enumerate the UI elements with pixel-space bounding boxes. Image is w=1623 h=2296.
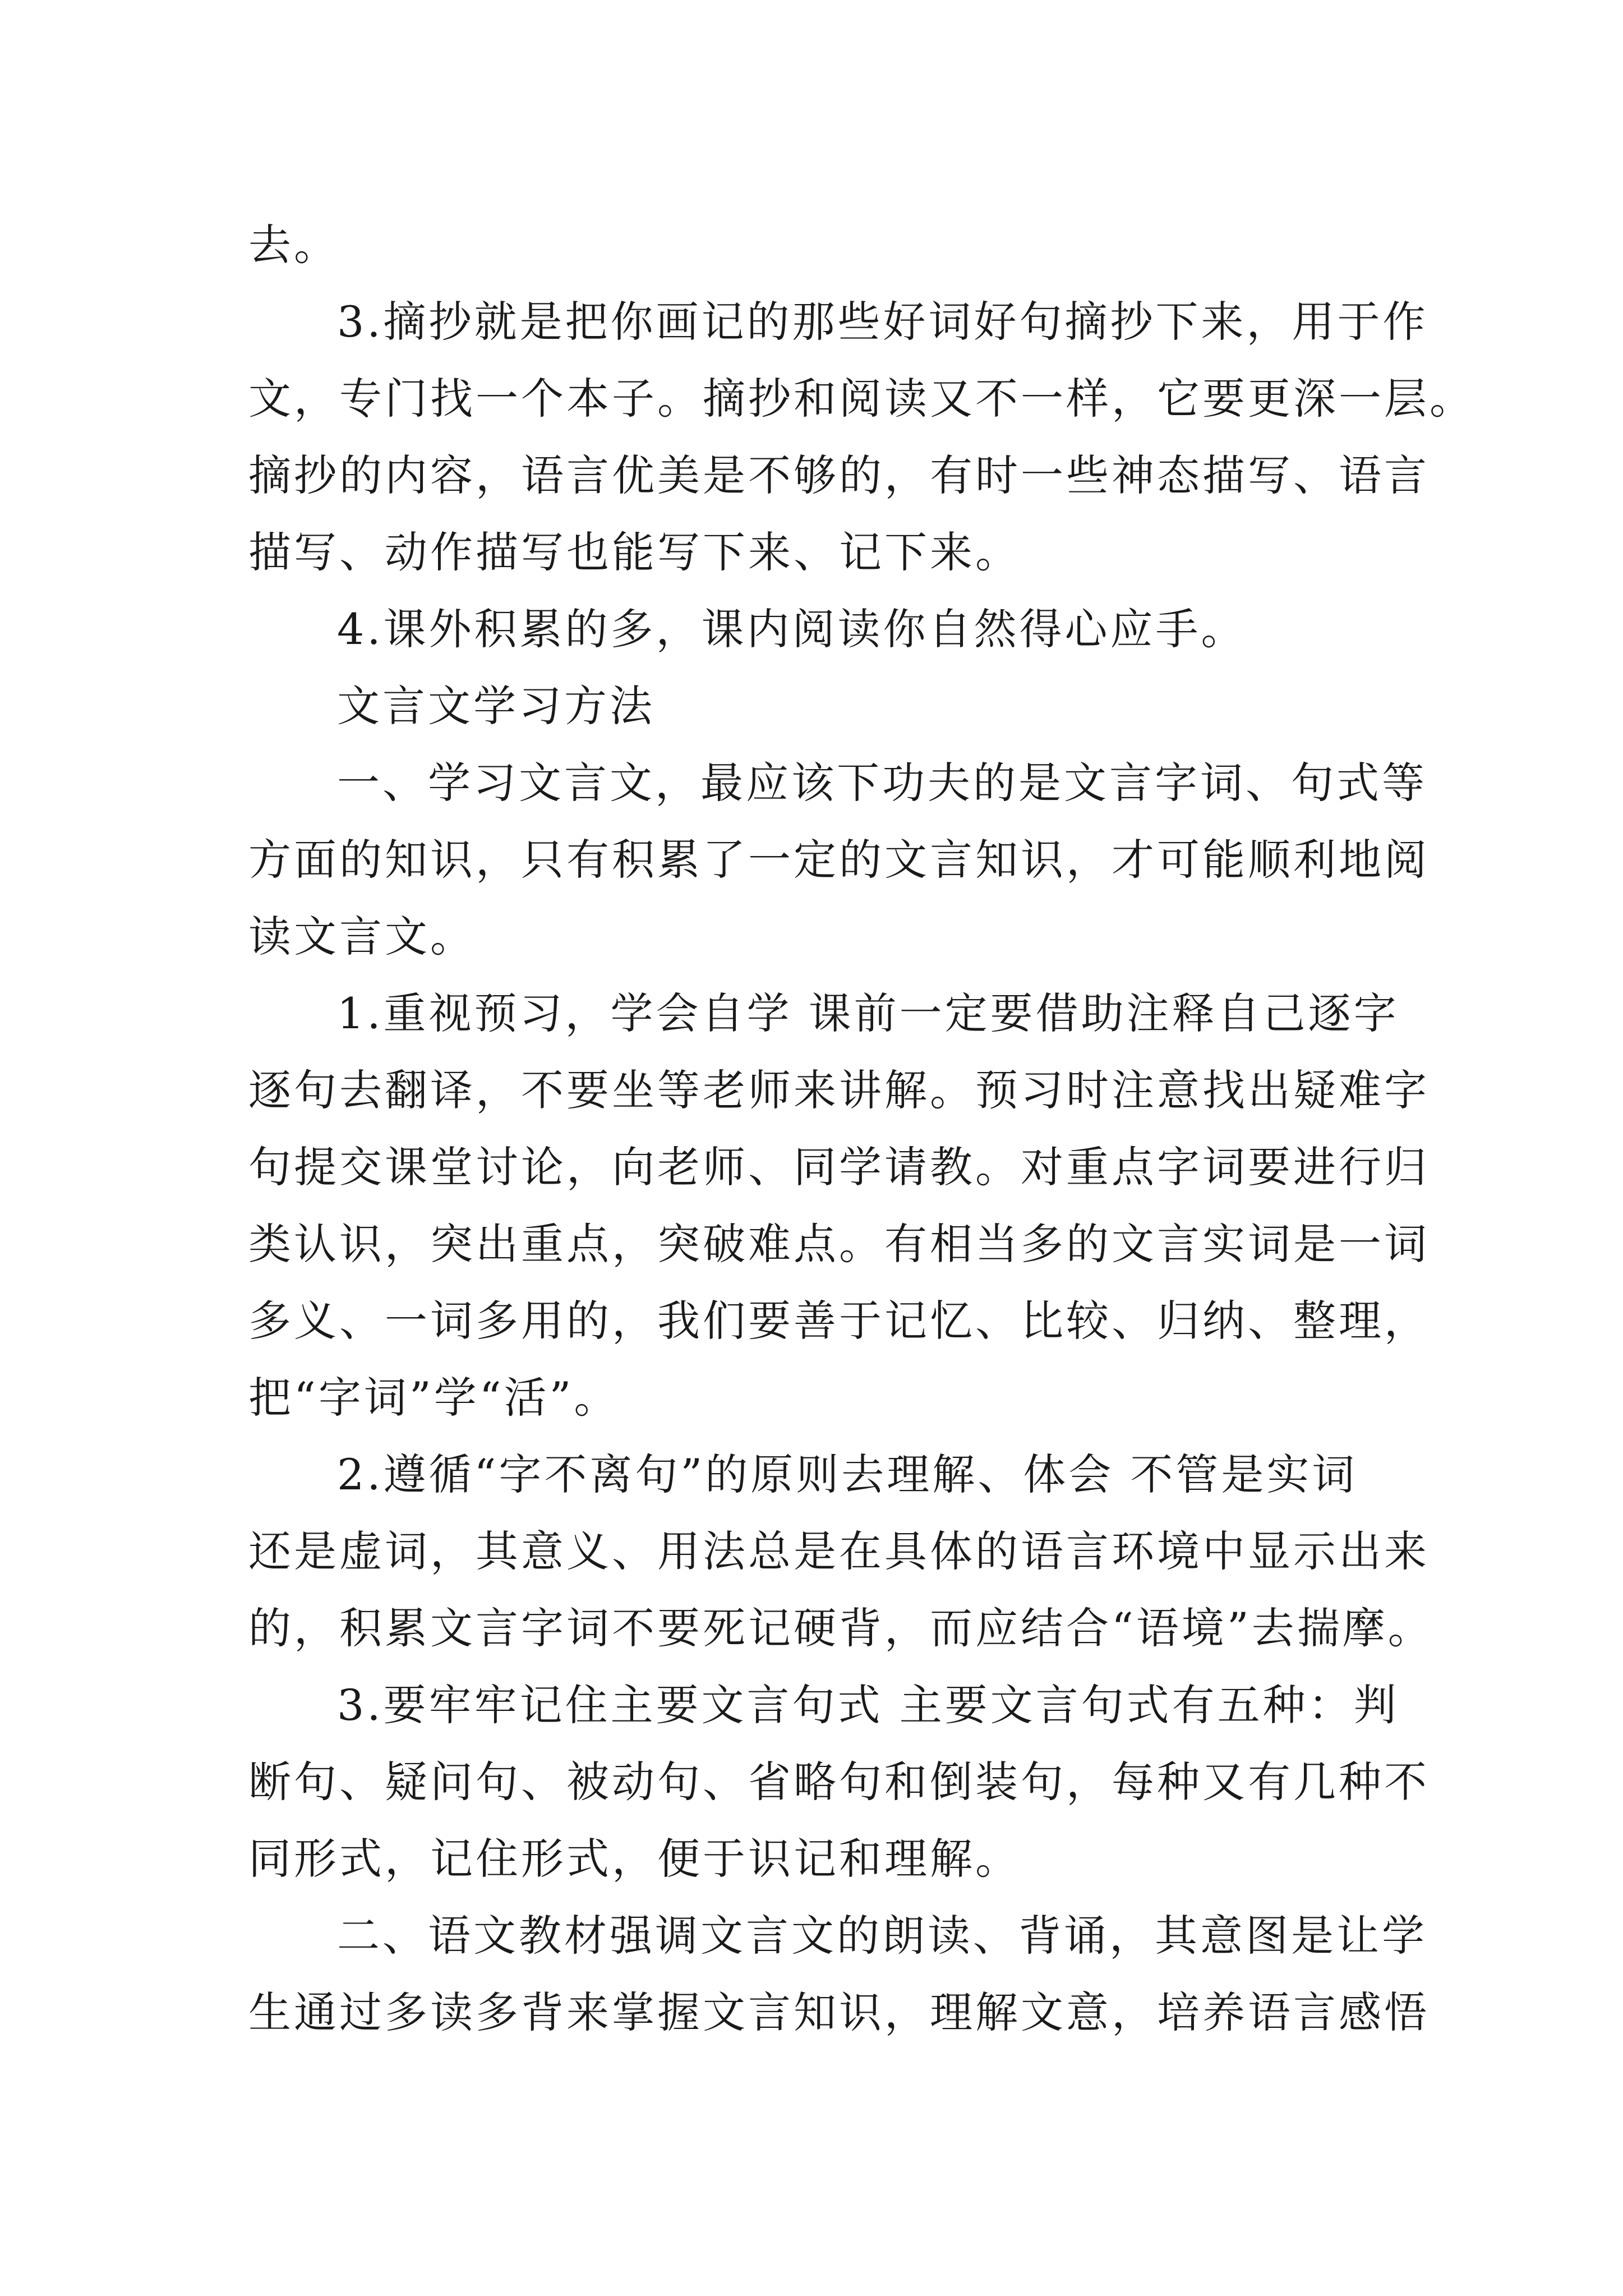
text-line: 摘抄的内容，语言优美是不够的，有时一些神态描写、语言 [248, 450, 1430, 500]
text-line: 断句、疑问句、被动句、省略句和倒装句，每种又有几种不 [248, 1757, 1430, 1807]
text-line: 的，积累文言字词不要死记硬背，而应结合“语境”去揣摩。 [248, 1603, 1433, 1653]
text-line: 还是虚词，其意义、用法总是在具体的语言环境中显示出来 [248, 1526, 1430, 1576]
text-line: 二、语文教材强调文言文的朗读、背诵，其意图是让学 [337, 1911, 1427, 1961]
text-line: 句提交课堂讨论，向老师、同学请教。对重点字词要进行归 [248, 1142, 1430, 1192]
text-line: 读文言文。 [248, 912, 476, 961]
text-line: 2.遵循“字不离句”的原则去理解、体会 不管是实词 [337, 1450, 1358, 1499]
text-line: 把“字词”学“活”。 [248, 1373, 620, 1423]
text-line: 1.重视预习，学会自学 课前一定要借助注释自己逐字 [337, 988, 1399, 1038]
text-line: 3.摘抄就是把你画记的那些好词好句摘抄下来，用于作 [337, 297, 1428, 347]
text-line: 同形式，记住形式，便于识记和理解。 [248, 1834, 1021, 1884]
text-line: 文，专门找一个本子。摘抄和阅读又不一样，它要更深一层。 [248, 374, 1475, 424]
text-line: 3.要牢牢记住主要文言句式 主要文言句式有五种：判 [337, 1680, 1399, 1730]
text-line: 生通过多读多背来掌握文言知识，理解文意，培养语言感悟 [248, 1987, 1430, 2037]
document-body [248, 206, 1475, 2051]
text-line: 去。 [248, 220, 339, 270]
text-line: 多义、一词多用的，我们要善于记忆、比较、归纳、整理， [248, 1296, 1430, 1346]
text-line: 一、学习文言文，最应该下功夫的是文言字词、句式等 [337, 758, 1427, 808]
text-line: 4.课外积累的多，课内阅读你自然得心应手。 [337, 604, 1247, 654]
text-line: 类认识，突出重点，突破难点。有相当多的文言实词是一词 [248, 1219, 1430, 1269]
text-line: 描写、动作描写也能写下来、记下来。 [248, 527, 1021, 577]
text-line: 逐句去翻译，不要坐等老师来讲解。预习时注意找出疑难字 [248, 1065, 1430, 1115]
text-line: 方面的知识，只有积累了一定的文言知识，才可能顺利地阅 [248, 835, 1430, 885]
section-heading: 文言文学习方法 [337, 681, 655, 731]
